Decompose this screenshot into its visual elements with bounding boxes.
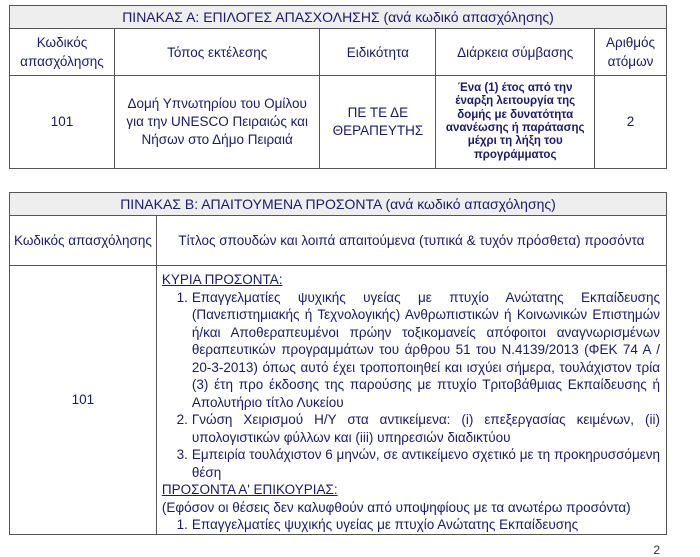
- list-item-number: 1.: [176, 289, 188, 305]
- header-code-b: Κωδικός απασχόλησης: [10, 216, 157, 266]
- aux-qualifications-title: ΠΡΟΣΟΝΤΑ Α' ΕΠΙΚΟΥΡΙΑΣ:: [161, 482, 338, 497]
- table-b: [9, 192, 667, 535]
- cell-place: Δομή Υπνωτηρίου του Ομίλου για την UNESCO Πειραιώς και Νήσων στο Δήμο Πειραιά: [114, 76, 319, 169]
- header-code: Κωδικός απασχόλησης: [10, 29, 115, 76]
- table-a-header-row: [10, 29, 667, 76]
- list-item-number: 2.: [176, 412, 188, 427]
- header-qualifications: Τίτλος σπουδών και λοιπά απαιτούμενα (τυπικά & τυχόν πρόσθετα) προσόντα: [156, 216, 666, 266]
- list-item: [162, 516, 660, 534]
- list-item: [162, 411, 660, 446]
- table-b-title: ΠΙΝΑΚΑΣ Β: ΑΠΑΙΤΟΥΜΕΝΑ ΠΡΟΣΟΝΤΑ (ανά κωδικό απασχόλησης): [10, 193, 667, 216]
- table-row: [10, 76, 667, 169]
- main-qualifications-title: ΚΥΡΙΑ ΠΡΟΣΟΝΤΑ:: [161, 272, 283, 287]
- table-b-header-row: [10, 216, 667, 266]
- list-item-text: Επαγγελματίες ψυχικής υγείας με πτυχίο Ανώτατης Εκπαίδευσης (Πανεπιστημιακής ή Τεχνολογικής) Ανθρωπιστικών ή Κοινωνικών Επιστημών ή/και Αποθεραπευμένοι πρώην τοξικομανείς απόφοιτοι αναγνωρισμένων θεραπευτικών προγραμμάτων του άρθρου 51 του Ν.4139/2013 (ΦΕΚ 74 Α / 20-3-2013) όπως αυτό έχει τροποποιηθεί και ισχύει σήμερα, τουλάχιστον τρία (3) έτη προ έκδοσης της παρούσης με πτυχίο Τριτοβάθμιας Εκπαίδευσης ή Απολυτήριο τίτλο Λυκείου: [191, 289, 660, 410]
- cell-specialty: ΠΕ ΤΕ ΔΕ ΘΕΡΑΠΕΥΤΗΣ: [320, 76, 436, 169]
- list-item-number: 1.: [176, 517, 188, 532]
- page-number: 2: [653, 543, 660, 557]
- table-a: [9, 5, 667, 169]
- list-item: [162, 289, 660, 412]
- header-specialty: Ειδικότητα: [320, 29, 436, 76]
- list-item-text: Εμπειρία τουλάχιστον 6 μηνών, σε αντικείμενο σχετικό με τη προκηρυσσόμενη θέση: [191, 447, 660, 480]
- header-place: Τόπος εκτέλεσης: [114, 29, 319, 76]
- table-a-title: ΠΙΝΑΚΑΣ Α: ΕΠΙΛΟΓΕΣ ΑΠΑΣΧΟΛΗΣΗΣ (ανά κωδικό απασχόλησης): [10, 6, 667, 29]
- header-persons: Αριθμός ατόμων: [595, 29, 667, 76]
- cell-persons: 2: [595, 76, 667, 169]
- table-row: [10, 266, 667, 535]
- table-a-title-row: [10, 6, 667, 29]
- list-item-text: Επαγγελματίες ψυχικής υγείας με πτυχίο Ανώτατης Εκπαίδευσης: [191, 517, 579, 532]
- table-b-title-row: [10, 193, 667, 216]
- cell-code-b: 101: [10, 266, 157, 535]
- list-item: [162, 446, 660, 481]
- cell-duration: Ένα (1) έτος από την έναρξη λειτουργία της δομής με δυνατότητα ανανέωσης ή παράτασης μέχρι τη λήξη του προγράμματος: [436, 76, 595, 169]
- cell-code: 101: [10, 76, 115, 169]
- list-item-number: 3.: [176, 447, 188, 462]
- aux-qualifications-note: (Εφόσον οι θέσεις δεν καλυφθούν από υποψηφίους με τα ανωτέρω προσόντα): [161, 499, 631, 515]
- list-item-text: Γνώση Χειρισμού Η/Υ στα αντικείμενα: (i) επεξεργασίας κειμένων, (ii) υπολογιστικών φύλλων και (iii) υπηρεσιών διαδικτύου: [191, 412, 660, 445]
- header-duration: Διάρκεια σύμβασης: [436, 29, 595, 76]
- qualifications-cell: [156, 266, 666, 535]
